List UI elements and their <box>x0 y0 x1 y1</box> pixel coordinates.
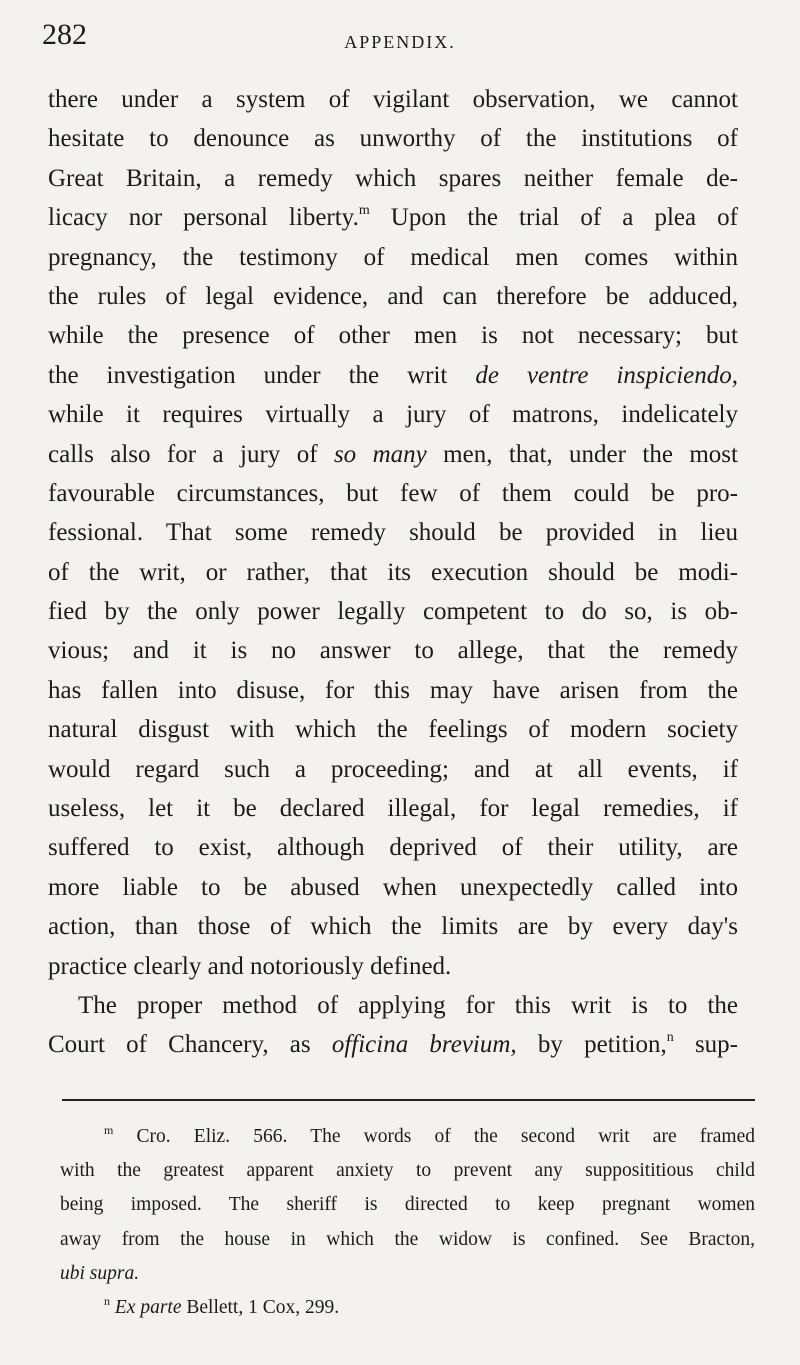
italic-phrase: Ex parte <box>110 1296 182 1318</box>
footnote-line: with the greatest apparent anxiety to prevent any supposititious child <box>60 1160 755 1182</box>
text-line: The proper method of applying for this writ is to the <box>78 991 738 1019</box>
text-line: fied by the only power legally competent to do so, is ob- <box>48 598 738 626</box>
text-line <box>48 435 738 474</box>
page-header <box>40 18 760 58</box>
text-line: while it requires virtually a jury of matrons, indelicately <box>48 401 738 429</box>
text-line: natural disgust with which the feelings of modern society <box>48 716 738 744</box>
footnote-ref-n[interactable]: n <box>666 1030 674 1046</box>
text-segment: by petition, <box>516 1031 667 1059</box>
footnote-marker-n: n <box>104 1293 110 1308</box>
footnote-line <box>60 1291 755 1325</box>
text-line: hesitate to denounce as unworthy of the institutions of <box>48 125 738 153</box>
italic-phrase: ubi supra. <box>60 1262 140 1284</box>
text-line: more liable to be abused when unexpectedly called into <box>48 873 738 901</box>
italic-phrase: de ventre inspiciendo, <box>475 361 738 389</box>
text-line: the rules of legal evidence, and can therefore be adduced, <box>48 282 738 310</box>
text-line: practice clearly and notoriously defined. <box>48 952 452 980</box>
text-line: suffered to exist, although deprived of their utility, are <box>48 834 738 862</box>
text-segment: licacy nor personal liberty. <box>48 204 359 232</box>
text-segment: sup- <box>673 1031 738 1059</box>
text-line <box>48 198 738 237</box>
footnote-marker-m: m <box>104 1123 114 1137</box>
text-line: Great Britain, a remedy which spares neither female de- <box>48 164 738 192</box>
text-line: of the writ, or rather, that its execution should be modi- <box>48 558 738 586</box>
text-line: pregnancy, the testimony of medical men comes within <box>48 243 738 271</box>
text-segment: calls also for a jury of <box>48 440 334 468</box>
text-segment: the investigation under the writ <box>48 361 476 389</box>
text-line: useless, let it be declared illegal, for legal remedies, if <box>48 795 738 823</box>
footnotes <box>60 1120 755 1325</box>
text-segment: Upon the trial of a plea of <box>369 204 738 232</box>
footnote-line: away from the house in which the widow is confined. See Bracton, <box>60 1228 755 1250</box>
text-segment: Court of Chancery, as <box>48 1031 332 1059</box>
text-line: fessional. That some remedy should be provided in lieu <box>48 519 738 547</box>
text-line: action, than those of which the limits are by every day's <box>48 913 738 941</box>
text-line: would regard such a proceeding; and at all events, if <box>48 755 738 783</box>
footnote-line <box>60 1120 755 1154</box>
footnote-ref-m[interactable]: m <box>358 203 370 219</box>
footnote-text: Bellett, 1 Cox, 299. <box>181 1296 340 1318</box>
page-number: 282 <box>42 18 87 51</box>
text-line: there under a system of vigilant observation, we cannot <box>48 86 738 113</box>
text-line: has fallen into disuse, for this may have arisen from the <box>48 676 738 704</box>
footnote-text: Cro. Eliz. 566. The words of the second writ are framed <box>113 1126 755 1147</box>
text-line: vious; and it is no answer to allege, that the remedy <box>48 637 738 665</box>
italic-phrase: so many <box>333 440 427 468</box>
text-line: while the presence of other men is not necessary; but <box>48 322 738 350</box>
text-line <box>48 356 738 395</box>
footnote-line: being imposed. The sheriff is directed to keep pregnant women <box>60 1194 755 1216</box>
text-line: favourable circumstances, but few of them could be pro- <box>48 479 738 507</box>
text-segment: men, that, under the most <box>426 440 738 468</box>
main-text <box>48 80 738 1065</box>
text-line <box>48 1025 738 1064</box>
footnote-divider <box>62 1099 755 1101</box>
running-head: APPENDIX. <box>344 32 456 52</box>
footnote-line <box>60 1257 755 1291</box>
italic-phrase: officina brevium, <box>331 1031 517 1059</box>
